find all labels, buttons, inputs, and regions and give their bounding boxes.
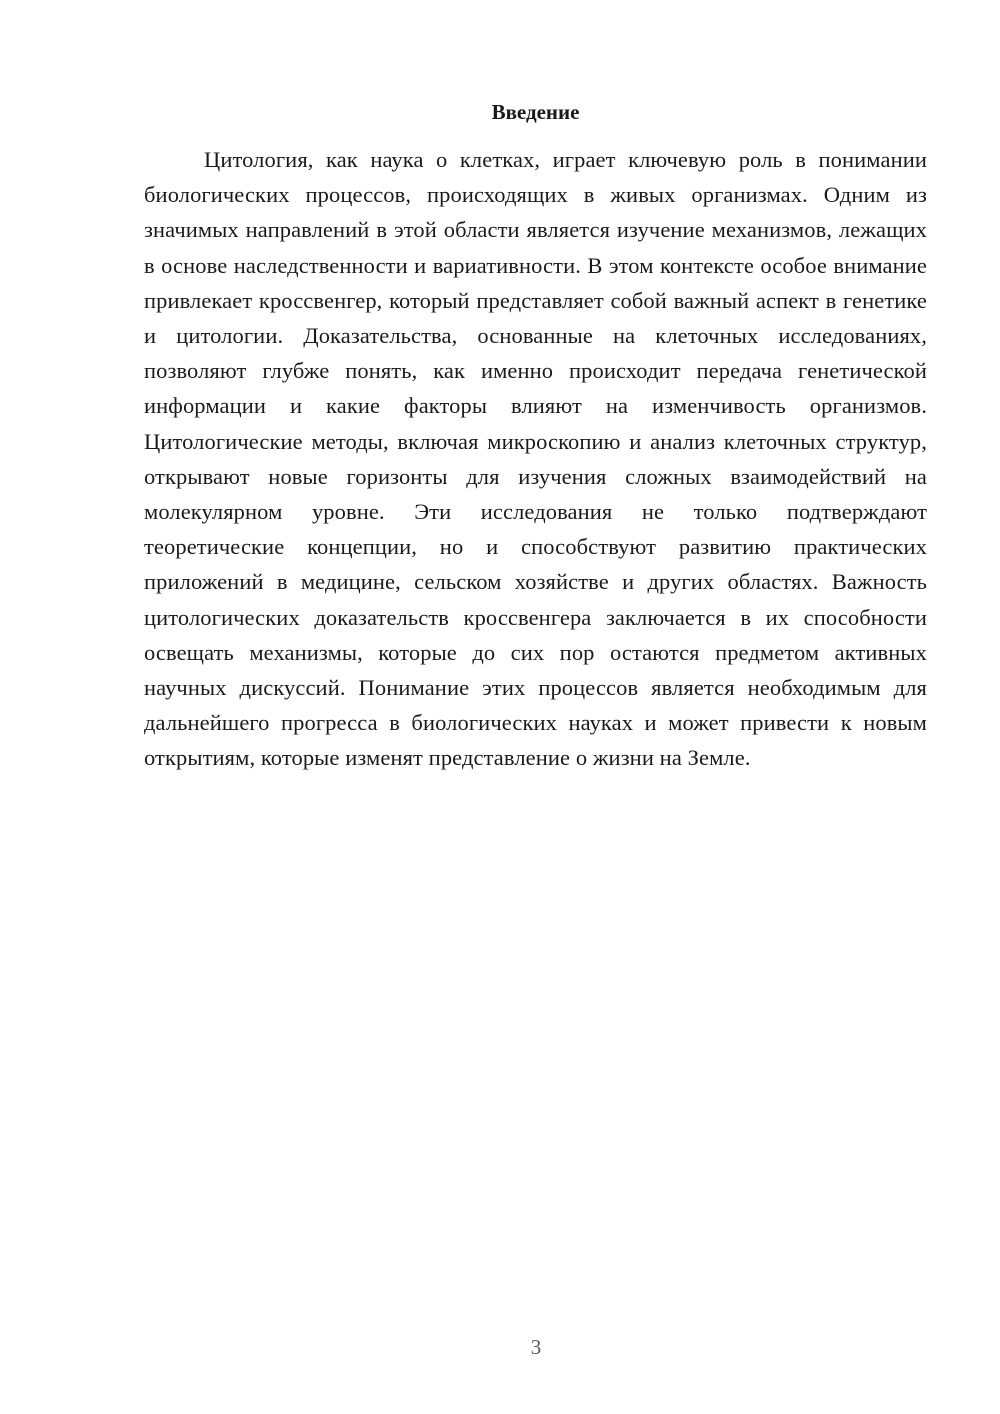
section-heading: Введение bbox=[491, 100, 580, 124]
page-number: 3 bbox=[530, 1335, 542, 1359]
intro-paragraph: Цитология, как наука о клетках, играет ключевую роль в понимании биологических процессов, происходящих в живых организмах. Одним из значимых направлений в этой области является изучение механизмов, лежащих в основе наследственности и вариативности. В этом контексте особое внимание привлекает кроссвенгер, который представляет собой важный аспект в генетике и цитологии. Доказательства, основанные на клеточных исследованиях, позволяют глубже понять, как именно происходит передача генетической информации и какие факторы влияют на изменчивость организмов. Цитологические методы, включая микроскопию и анализ клеточных структур, открывают новые горизонты для изучения сложных взаимодействий на молекулярном уровне. Эти исследования не только подтверждают теоретические концепции, но и способствуют развитию практических приложений в медицине, сельском хозяйстве и других областях. Важность цитологических доказательств кроссвенгера заключается в их способности освещать механизмы, которые до сих пор остаются предметом активных научных дискуссий. Понимание этих процессов является необходимым для дальнейшего прогресса в биологических науках и может привести к новым открытиям, которые изменят представление о жизни на Земле. bbox=[144, 147, 927, 771]
